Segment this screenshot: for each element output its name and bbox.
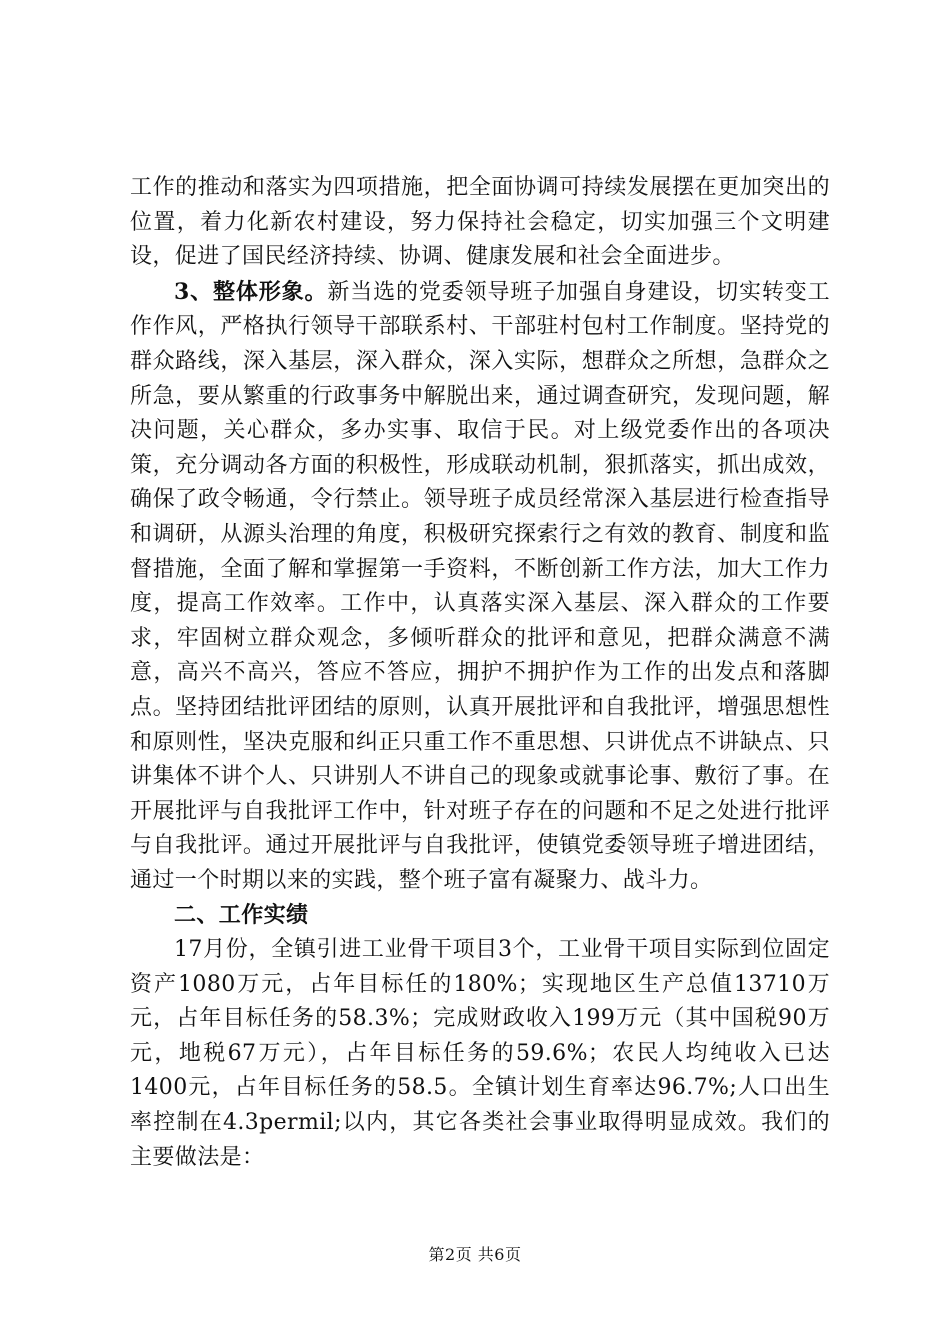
paragraph-work-results: 17月份，全镇引进工业骨干项目3个，工业骨干项目实际到位固定资产1080万元，占年目标任的180%；实现地区生产总值13710万元，占年目标任务的58.3%；完成财政收入199万元（其中国税90万元，地税67万元），占年目标任务的59.6%；农民人均纯收入已达1400元，占年目标任务的58.5。全镇计划生育率达96.7%;人口出生率控制在4.3permil;以内，其它各类社会事业取得明显成效。我们的主要做法是： [130,937,830,1170]
paragraph-continuation: 工作的推动和落实为四项措施，把全面协调可持续发展摆在更加突出的位置，着力化新农村建设，努力保持社会稳定，切实加强三个文明建设，促进了国民经济持续、协调、健康发展和社会全面进步。 [130,175,830,270]
document-body [130,171,830,1175]
page-footer: 第2页 共6页 [428,1245,522,1264]
paragraph-overall-image [130,275,830,899]
paragraph-body: 新当选的党委领导班子加强自身建设，切实转变工作作风，严格执行领导干部联系村、干部驻村包村工作制度。坚持党的群众路线，深入基层，深入群众，深入实际，想群众之所想，急群众之所急，要从繁重的行政事务中解脱出来，通过调查研究，发现问题，解决问题，关心群众，多办实事、取信于民。对上级党委作出的各项决策，充分调动各方面的积极性，形成联动机制，狠抓落实，抓出成效，确保了政令畅通，令行禁止。领导班子成员经常深入基层进行检查指导和调研，从源头治理的角度，积极研究探索行之有效的教育、制度和监督措施，全面了解和掌握第一手资料，不断创新工作方法，加大工作力度，提高工作效率。工作中，认真落实深入基层、深入群众的工作要求，牢固树立群众观念，多倾听群众的批评和意见，把群众满意不满意，高兴不高兴，答应不答应，拥护不拥护作为工作的出发点和落脚点。坚持团结批评团结的原则，认真开展批评和自我批评，增强思想性和原则性，坚决克服和纠正只重工作不重思想、只讲优点不讲缺点、只讲集体不讲个人、只讲别人不讲自己的现象或就事论事、敷衍了事。在开展批评与自我批评工作中，针对班子存在的问题和不足之处进行批评与自我批评。通过开展批评与自我批评，使镇党委领导班子增进团结，通过一个时期以来的实践，整个班子富有凝聚力、战斗力。 [130,279,831,893]
paragraph-heading: 3、整体形象。 [174,278,328,305]
section-heading: 二、工作实绩 [174,902,309,929]
